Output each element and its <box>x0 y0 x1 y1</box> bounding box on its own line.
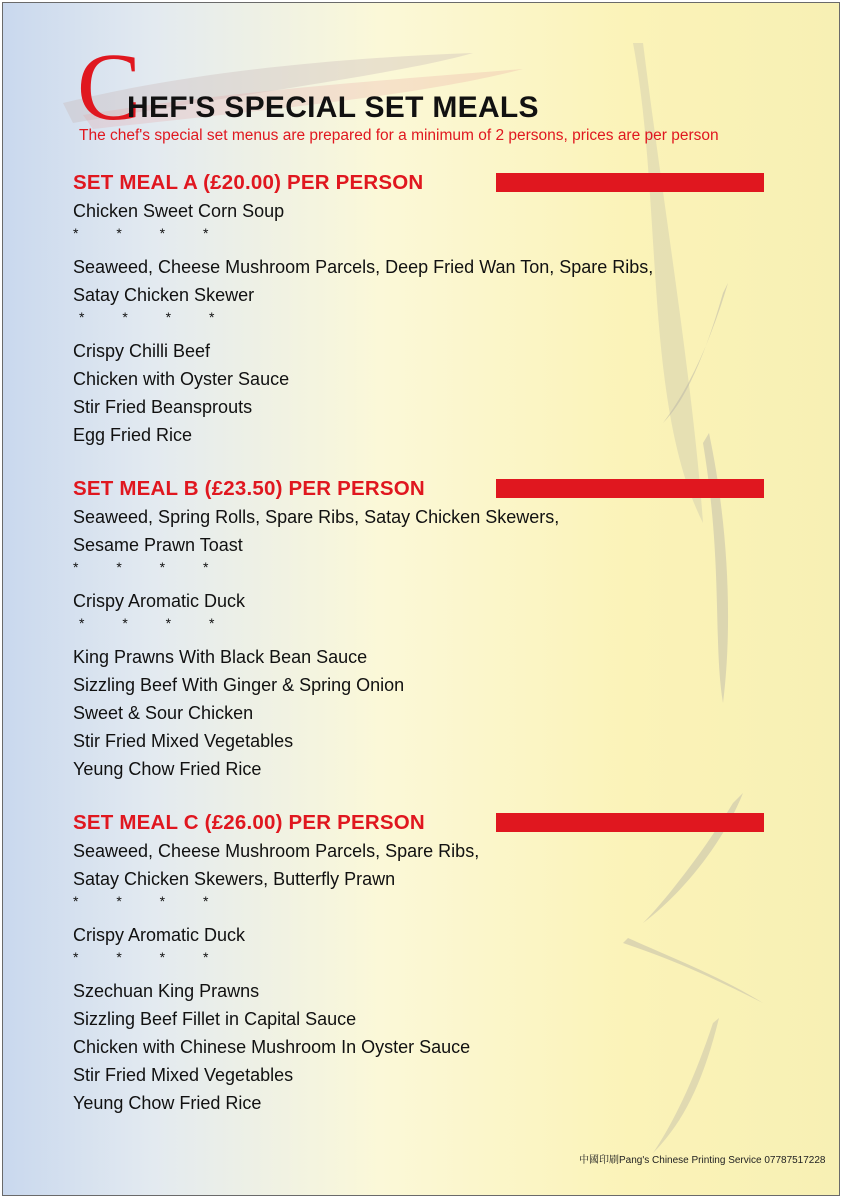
separator-stars: * * * * <box>73 559 226 575</box>
set-meal-c-title: SET MEAL C (£26.00) PER PERSON <box>73 811 425 834</box>
menu-item: Yeung Chow Fried Rice <box>73 759 262 779</box>
menu-item: Chicken with Oyster Sauce <box>73 369 290 389</box>
set-meal-c-red-bar <box>496 813 764 832</box>
set-meal-a-heading <box>73 171 653 197</box>
set-meal-c-heading <box>73 811 479 837</box>
menu-item: Szechuan King Prawns <box>73 981 260 1001</box>
menu-item: Satay Chicken Skewer <box>73 285 255 305</box>
menu-item: Seaweed, Spring Rolls, Spare Ribs, Satay Chicken Skewers, <box>73 507 560 527</box>
set-meal-b-heading <box>73 477 559 503</box>
menu-page <box>2 2 840 1196</box>
menu-item: Seaweed, Cheese Mushroom Parcels, Deep Fried Wan Ton, Spare Ribs, <box>73 257 654 277</box>
set-meal-a-items <box>73 197 653 449</box>
set-meal-b-items <box>73 503 559 783</box>
set-meal-b-red-bar <box>496 479 764 498</box>
set-meal-a-title: SET MEAL A (£20.00) PER PERSON <box>73 171 424 194</box>
page-subtitle: The chef's special set menus are prepared for a minimum of 2 persons, prices are per person <box>79 127 719 144</box>
menu-item: Crispy Aromatic Duck <box>73 591 246 611</box>
menu-item: Stir Fried Mixed Vegetables <box>73 1065 294 1085</box>
menu-item: Stir Fried Mixed Vegetables <box>73 731 294 751</box>
menu-item: Satay Chicken Skewers, Butterfly Prawn <box>73 869 396 889</box>
printer-credit: 中國印刷Pang's Chinese Printing Service 07787517228 <box>579 1155 826 1166</box>
menu-item: Chicken with Chinese Mushroom In Oyster Sauce <box>73 1037 471 1057</box>
separator-stars: * * * * <box>73 225 226 241</box>
set-meal-a <box>73 171 653 449</box>
set-meal-c-items <box>73 837 479 1117</box>
menu-item: King Prawns With Black Bean Sauce <box>73 647 368 667</box>
menu-item: Chicken Sweet Corn Soup <box>73 201 285 221</box>
title-initial-letter: C <box>77 33 142 140</box>
menu-item: Crispy Aromatic Duck <box>73 925 246 945</box>
separator-stars: * * * * <box>79 615 232 631</box>
menu-item: Egg Fried Rice <box>73 425 193 445</box>
page-title: HEF'S SPECIAL SET MEALS <box>127 91 539 124</box>
menu-item: Sizzling Beef With Ginger & Spring Onion <box>73 675 405 695</box>
set-meal-b-title: SET MEAL B (£23.50) PER PERSON <box>73 477 425 500</box>
menu-item: Yeung Chow Fried Rice <box>73 1093 262 1113</box>
set-meal-b <box>73 477 559 783</box>
menu-item: Sizzling Beef Fillet in Capital Sauce <box>73 1009 357 1029</box>
menu-item: Seaweed, Cheese Mushroom Parcels, Spare Ribs, <box>73 841 480 861</box>
set-meal-a-red-bar <box>496 173 764 192</box>
menu-item: Sesame Prawn Toast <box>73 535 243 555</box>
separator-stars: * * * * <box>79 309 232 325</box>
separator-stars: * * * * <box>73 893 226 909</box>
menu-item: Crispy Chilli Beef <box>73 341 211 361</box>
menu-item: Sweet & Sour Chicken <box>73 703 254 723</box>
set-meal-c <box>73 811 479 1117</box>
separator-stars: * * * * <box>73 949 226 965</box>
menu-item: Stir Fried Beansprouts <box>73 397 253 417</box>
